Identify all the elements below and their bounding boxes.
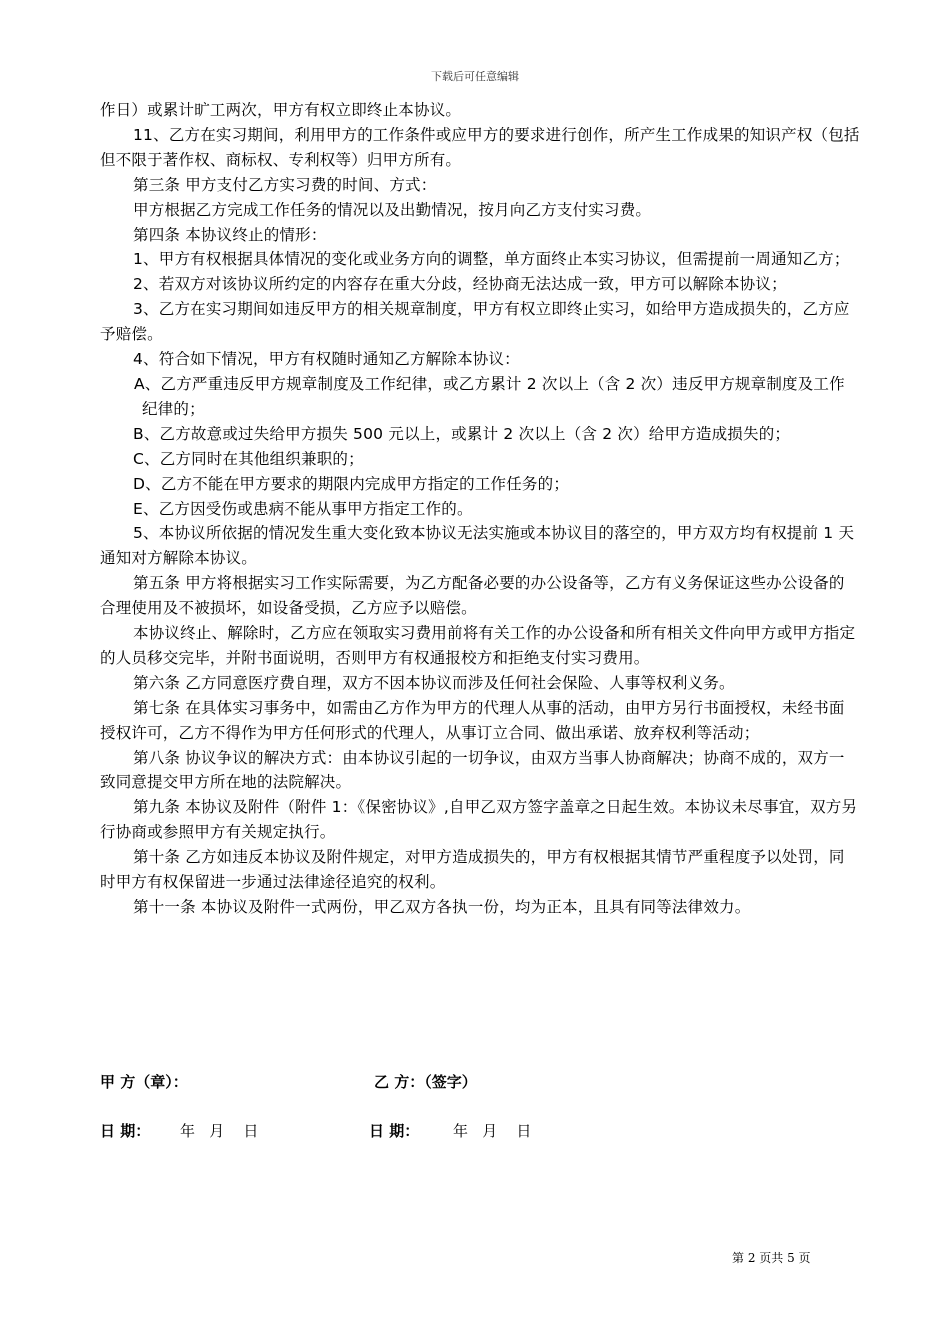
party-a-seal-label: 甲 方（章）： [100,1073,188,1091]
list-item: A、乙方严重违反甲方规章制度及工作纪律，或乙方累计 2 次以上（含 2 次）违反甲方规章制度及工作纪律的； [134,374,845,418]
paragraph: 2、若双方对该协议所约定的内容存在重大分歧，经协商无法达成一致，甲方可以解除本协议； [133,275,787,294]
list-item: D、乙方不能在甲方要求的期限内完成甲方指定的工作任务的； [133,474,570,493]
party-a-date-label: 日 期： [100,1122,151,1140]
paragraph: 第五条 甲方将根据实习工作实际需要，为乙方配备必要的办公设备等，乙方有义务保证这些办公设备的合理使用及不被损坏，如设备受损，乙方应予以赔偿。 [100,574,845,618]
page-header: 下载后可任意编辑 [431,70,519,83]
paragraph: 3、乙方在实习期间如违反甲方的相关规章制度，甲方有权立即终止实习，如给甲方造成损失的，乙方应予赔偿。 [100,300,850,344]
party-b-signature-label: 乙 方：（签字） [374,1073,477,1091]
section-heading: 第四条 本协议终止的情形： [133,225,327,244]
paragraph: 第九条 本协议及附件（附件 1：《保密协议》,自甲乙双方签字盖章之日起生效。本协议未尽事宜，双方另行协商或参照甲方有关规定执行。 [100,798,858,842]
paragraph: 4、符合如下情况，甲方有权随时通知乙方解除本协议： [133,350,520,369]
section-heading: 第三条 甲方支付乙方实习费的时间、方式： [133,175,437,194]
list-item: E、乙方因受伤或患病不能从事甲方指定工作的。 [133,499,473,518]
paragraph: 第十条 乙方如违反本协议及附件规定，对甲方造成损失的，甲方有权根据其情节严重程度予以处罚，同时甲方有权保留进一步通过法律途径追究的权利。 [100,848,845,892]
paragraph: 11、乙方在实习期间，利用甲方的工作条件或应甲方的要求进行创作，所产生工作成果的知识产权（包括但不限于著作权、商标权、专利权等）归甲方所有。 [100,125,860,169]
paragraph: 作日）或累计旷工两次，甲方有权立即终止本协议。 [100,101,462,119]
document-body [100,98,860,920]
list-item: C、乙方同时在其他组织兼职的； [133,449,364,468]
paragraph: 第八条 协议争议的解决方式：由本协议引起的一切争议，由双方当事人协商解决；协商不成的，双方一致同意提交甲方所在地的法院解决。 [100,748,845,792]
party-b-date-label: 日 期： [369,1122,420,1140]
paragraph: 1、甲方有权根据具体情况的变化或业务方向的调整，单方面终止本实习协议，但需提前一周通知乙方； [133,250,850,269]
paragraph: 本协议终止、解除时，乙方应在领取实习费用前将有关工作的办公设备和所有相关文件向甲方或甲方指定的人员移交完毕，并附书面说明，否则甲方有权通报校方和拒绝支付实习费用。 [100,624,856,667]
paragraph: 第六条 乙方同意医疗费自理，双方不因本协议而涉及任何社会保险、人事等权利义务。 [133,673,735,692]
party-b-date-blank: 年 月 日 [453,1122,532,1140]
list-item: B、乙方故意或过失给甲方损失 500 元以上，或累计 2 次以上（含 2 次）给甲方造成损失的； [133,424,791,443]
party-a-date-blank: 年 月 日 [180,1122,259,1140]
paragraph: 第十一条 本协议及附件一式两份，甲乙双方各执一份，均为正本，且具有同等法律效力。 [133,898,751,916]
paragraph: 第七条 在具体实习事务中，如需由乙方作为甲方的代理人从事的活动，由甲方另行书面授权，未经书面授权许可，乙方不得作为甲方任何形式的代理人，从事订立合同、做出承诺、放弃权利等活动； [100,698,845,742]
page-number: 第 2 页共 5 页 [732,1251,811,1265]
paragraph: 5、本协议所依据的情况发生重大变化致本协议无法实施或本协议目的落空的，甲方双方均有权提前 1 天通知对方解除本协议。 [100,524,855,568]
paragraph: 甲方根据乙方完成工作任务的情况以及出勤情况，按月向乙方支付实习费。 [133,200,652,219]
